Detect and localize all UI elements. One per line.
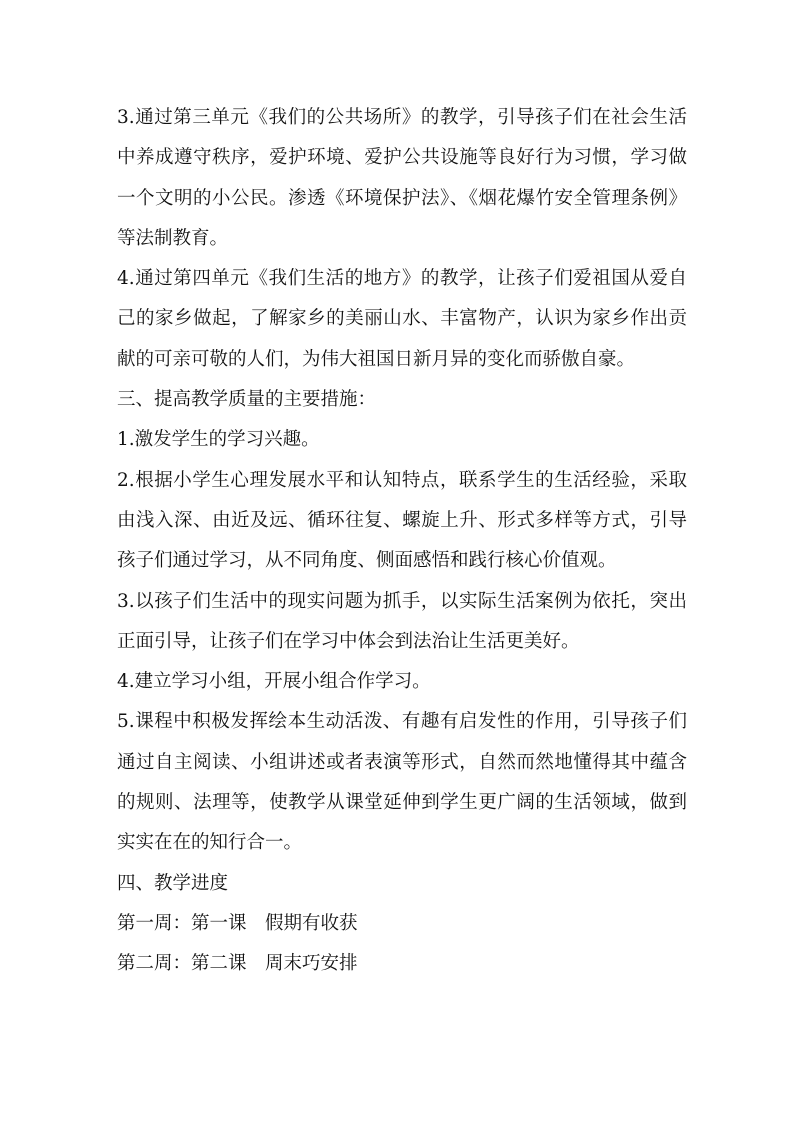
text-line: 等法制教育。 [117,227,229,249]
text-line: 孩子们通过学习，从不同角度、侧面感悟和践行核心价值观。 [117,550,617,572]
text-line: 由浅入深、由近及远、循环往复、螺旋上升、形式多样等方式，引导 [117,509,687,531]
text-line: 4.建立学习小组，开展小组合作学习。 [117,671,431,693]
text-line: 实实在在的知行合一。 [117,832,303,854]
text-line: 中养成遵守秩序，爱护环境、爱护公共设施等良好行为习惯，学习做 [117,147,687,169]
schedule-item: 第一周：第一课 假期有收获 [117,912,358,934]
section-heading: 三、提高教学质量的主要措施： [117,389,377,411]
text-line: 的规则、法理等，使教学从课堂延伸到学生更广阔的生活领域，做到 [117,792,687,814]
text-line: 5.课程中积极发挥绘本生动活泼、有趣有启发性的作用，引导孩子们 [117,711,687,733]
text-line: 正面引导，让孩子们在学习中体会到法治让生活更美好。 [117,630,580,652]
text-line: 3.以孩子们生活中的现实问题为抓手，以实际生活案例为依托，突出 [117,590,687,612]
text-line: 3.通过第三单元《我们的公共场所》的教学，引导孩子们在社会生活 [117,107,687,128]
schedule-item: 第二周：第二课 周末巧安排 [117,953,358,975]
section-heading: 四、教学进度 [117,872,229,894]
text-line: 4.通过第四单元《我们生活的地方》的教学，让孩子们爱祖国从爱自 [117,268,687,290]
text-line: 1.激发学生的学习兴趣。 [117,429,320,451]
text-line: 献的可亲可敬的人们，为伟大祖国日新月异的变化而骄傲自豪。 [117,348,636,370]
document-body [117,98,687,985]
text-line: 己的家乡做起，了解家乡的美丽山水、丰富物产，认识为家乡作出贡 [117,308,687,330]
text-line: 一个文明的小公民。渗透《环境保护法》、《烟花爆竹安全管理条例》 [117,187,687,209]
text-line: 通过自主阅读、小组讲述或者表演等形式，自然而然地懂得其中蕴含 [117,751,687,773]
text-line: 2.根据小学生心理发展水平和认知特点，联系学生的生活经验，采取 [117,469,687,491]
